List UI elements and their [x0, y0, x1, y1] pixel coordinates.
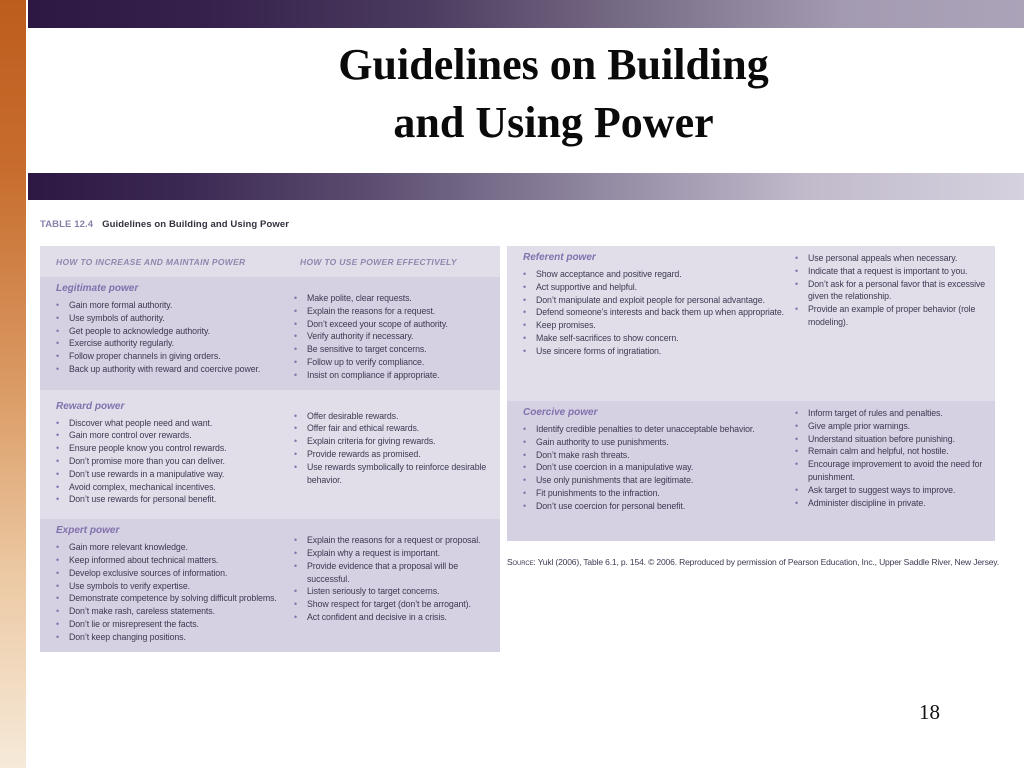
bullet-icon: •: [294, 293, 297, 303]
bullet-item: [294, 585, 494, 598]
bullet-text: Explain why a request is important.: [307, 547, 440, 558]
bullet-icon: •: [795, 408, 798, 418]
reward-increase-list: [56, 417, 294, 507]
bullet-icon: •: [56, 494, 59, 505]
bullet-icon: •: [294, 560, 297, 571]
bullet-icon: •: [294, 547, 297, 558]
bullet-item: [523, 281, 795, 294]
section-legitimate-power: [40, 277, 500, 390]
coercive-increase-list: [523, 423, 795, 513]
bullet-item: [294, 611, 494, 624]
bullet-text: Avoid complex, mechanical incentives.: [69, 481, 216, 492]
bullet-icon: •: [523, 449, 526, 460]
bullet-text: Fit punishments to the infraction.: [536, 487, 660, 498]
bullet-icon: •: [294, 461, 297, 472]
bullet-icon: •: [56, 593, 59, 604]
bullet-text: Explain criteria for giving rewards.: [307, 436, 436, 447]
bullet-item: [294, 461, 494, 487]
bullet-text: Offer fair and ethical rewards.: [307, 423, 420, 434]
top-gradient-bar: [28, 0, 1024, 28]
bullet-text: Use rewards symbolically to reinforce desirable behavior.: [307, 461, 487, 485]
bullet-text: Act confident and decisive in a crisis.: [307, 611, 447, 622]
bullet-icon: •: [294, 410, 297, 421]
bullet-item: [56, 312, 294, 325]
section-title-referent: Referent power: [523, 252, 596, 263]
bullet-item: [523, 423, 795, 436]
bullet-text: Provide rewards as promised.: [307, 448, 421, 459]
bullet-icon: •: [56, 351, 59, 362]
bullet-text: Don’t promise more than you can deliver.: [69, 455, 225, 466]
bullet-item: [523, 449, 795, 462]
bullet-icon: •: [56, 542, 59, 553]
bullet-item: [56, 618, 294, 631]
bullet-item: [795, 433, 987, 446]
bullet-text: Remain calm and helpful, not hostile.: [808, 446, 949, 457]
referent-increase-column: [523, 252, 795, 388]
bullet-item: [56, 580, 294, 593]
source-text: Yukl (2006), Table 6.1, p. 154. © 2006. Reproduced by permission of Pearson Education, Inc., Upper Saddle River, New Jersey.: [537, 557, 999, 567]
bullet-icon: •: [56, 567, 59, 578]
bullet-text: Follow proper channels in giving orders.: [69, 351, 221, 362]
bullet-icon: •: [56, 430, 59, 441]
bullet-item: [294, 448, 494, 461]
table-number-label: TABLE 12.4: [40, 219, 94, 230]
bullet-icon: •: [523, 269, 526, 279]
bullet-item: [56, 592, 294, 605]
bullet-text: Listen seriously to target concerns.: [307, 586, 440, 597]
bullet-icon: •: [56, 618, 59, 629]
bullet-text: Keep promises.: [536, 320, 596, 331]
bullet-icon: •: [795, 433, 798, 444]
bullet-item: [795, 458, 987, 484]
bullet-text: Back up authority with reward and coercive power.: [69, 363, 261, 374]
section-title-coercive: Coercive power: [523, 407, 598, 418]
bullet-text: Use sincere forms of ingratiation.: [536, 345, 662, 356]
section-expert-power: [40, 519, 500, 651]
bullet-text: Don’t exceed your scope of authority.: [307, 318, 448, 329]
bullet-icon: •: [523, 475, 526, 486]
bullet-item: [795, 407, 987, 420]
bullet-text: Understand situation before punishing.: [808, 433, 955, 444]
title-underline-gradient-bar: [28, 173, 1024, 200]
bullet-item: [523, 436, 795, 449]
bullet-text: Administer discipline in private.: [808, 497, 926, 508]
bullet-item: [523, 461, 795, 474]
bullet-text: Offer desirable rewards.: [307, 410, 399, 421]
section-title-expert: Expert power: [56, 525, 120, 537]
bullet-item: [56, 417, 294, 430]
section-coercive-power: [507, 401, 995, 541]
bullet-icon: •: [523, 487, 526, 498]
bullet-item: [294, 343, 494, 356]
bullet-text: Don’t make rash threats.: [536, 449, 630, 460]
bullet-item: [795, 303, 987, 329]
table-right-panel: [507, 246, 995, 541]
bullet-text: Gain more control over rewards.: [69, 430, 192, 441]
bullet-icon: •: [294, 586, 297, 597]
table-left-panel: [40, 246, 500, 652]
bullet-icon: •: [56, 363, 59, 374]
expert-increase-column: [56, 525, 294, 643]
bullet-icon: •: [294, 436, 297, 447]
bullet-icon: •: [795, 278, 798, 289]
table-title: Guidelines on Building and Using Power: [102, 219, 290, 230]
bullet-icon: •: [294, 356, 297, 367]
bullet-item: [523, 500, 795, 513]
column-header-increase: HOW TO INCREASE AND MAINTAIN POWER: [56, 256, 246, 267]
section-referent-power: [507, 246, 995, 396]
section-reward-power: [40, 395, 500, 515]
bullet-icon: •: [294, 423, 297, 434]
bullet-icon: •: [56, 580, 59, 591]
bullet-item: [795, 278, 987, 304]
coercive-use-column: [795, 407, 989, 533]
bullet-item: [56, 363, 294, 376]
bullet-item: [294, 305, 494, 318]
bullet-text: Don’t keep changing positions.: [69, 631, 186, 642]
bullet-item: [523, 319, 795, 332]
bullet-text: Show respect for target (don’t be arrogant).: [307, 599, 471, 610]
bullet-icon: •: [294, 305, 297, 316]
column-header-use: HOW TO USE POWER EFFECTIVELY: [300, 256, 457, 267]
bullet-item: [294, 547, 494, 560]
legitimate-increase-column: [56, 283, 294, 382]
bullet-text: Ask target to suggest ways to improve.: [808, 484, 956, 495]
bullet-icon: •: [795, 265, 798, 276]
bullet-icon: •: [294, 318, 297, 329]
bullet-text: Encourage improvement to avoid the need for punishment.: [808, 459, 983, 482]
bullet-icon: •: [56, 338, 59, 349]
bullet-icon: •: [56, 554, 59, 565]
bullet-text: Don’t lie or misrepresent the facts.: [69, 618, 199, 629]
bullet-icon: •: [523, 436, 526, 447]
table-caption-row: [40, 219, 289, 230]
referent-use-list: [795, 252, 987, 329]
bullet-item: [56, 299, 294, 312]
bullet-icon: •: [56, 481, 59, 492]
bullet-text: Insist on compliance if appropriate.: [307, 369, 440, 380]
bullet-text: Ensure people know you control rewards.: [69, 443, 227, 454]
bullet-item: [795, 484, 987, 497]
bullet-icon: •: [523, 462, 526, 473]
legitimate-use-list: [294, 292, 494, 382]
bullet-text: Discover what people need and want.: [69, 417, 213, 428]
reward-increase-column: [56, 401, 294, 507]
bullet-text: Don’t use coercion for personal benefit.: [536, 500, 686, 511]
slide-title-line2: and Using Power: [393, 98, 714, 147]
bullet-text: Use personal appeals when necessary.: [808, 253, 958, 263]
bullet-text: Provide evidence that a proposal will be successful.: [307, 560, 459, 584]
bullet-item: [294, 598, 494, 611]
bullet-icon: •: [56, 631, 59, 642]
bullet-text: Gain authority to use punishments.: [536, 436, 669, 447]
bullet-icon: •: [56, 468, 59, 479]
bullet-item: [56, 468, 294, 481]
bullet-item: [56, 442, 294, 455]
left-accent-bar: [0, 0, 26, 768]
bullet-item: [795, 497, 987, 510]
bullet-text: Don’t use rewards in a manipulative way.: [69, 468, 225, 479]
bullet-item: [294, 292, 494, 305]
bullet-text: Use only punishments that are legitimate.: [536, 475, 694, 486]
bullet-text: Don’t use coercion in a manipulative way.: [536, 462, 694, 473]
bullet-text: Gain more relevant knowledge.: [69, 542, 188, 553]
bullet-text: Explain the reasons for a request or proposal.: [307, 535, 481, 546]
bullet-item: [523, 332, 795, 345]
bullet-item: [56, 631, 294, 644]
bullet-item: [294, 330, 494, 343]
bullet-text: Exercise authority regularly.: [69, 338, 174, 349]
bullet-text: Gain more formal authority.: [69, 300, 173, 310]
bullet-icon: •: [56, 312, 59, 323]
expert-use-column: [294, 525, 494, 643]
bullet-icon: •: [523, 500, 526, 511]
section-title-legitimate: Legitimate power: [56, 283, 139, 294]
bullet-text: Give ample prior warnings.: [808, 420, 911, 431]
bullet-text: Make self-sacrifices to show concern.: [536, 332, 679, 343]
reward-use-column: [294, 401, 494, 507]
bullet-icon: •: [795, 253, 798, 263]
bullet-text: Explain the reasons for a request.: [307, 305, 436, 316]
bullet-icon: •: [523, 332, 526, 343]
expert-use-list: [294, 534, 494, 624]
bullet-text: Inform target of rules and penalties.: [808, 408, 943, 418]
bullet-icon: •: [795, 446, 798, 457]
bullet-item: [56, 325, 294, 338]
bullet-item: [523, 487, 795, 500]
bullet-icon: •: [294, 599, 297, 610]
bullet-text: Be sensitive to target concerns.: [307, 344, 427, 355]
bullet-item: [56, 567, 294, 580]
bullet-text: Provide an example of proper behavior (role modeling).: [808, 304, 976, 327]
bullet-item: [56, 429, 294, 442]
bullet-item: [294, 356, 494, 369]
bullet-icon: •: [795, 459, 798, 470]
bullet-icon: •: [795, 304, 798, 315]
bullet-text: Don’t manipulate and exploit people for personal advantage.: [536, 294, 765, 305]
bullet-icon: •: [294, 611, 297, 622]
bullet-text: Don’t use rewards for personal benefit.: [69, 494, 217, 505]
bullet-item: [523, 474, 795, 487]
bullet-item: [294, 369, 494, 382]
bullet-text: Keep informed about technical matters.: [69, 554, 219, 565]
bullet-item: [56, 350, 294, 363]
bullet-text: Get people to acknowledge authority.: [69, 325, 210, 336]
bullet-item: [294, 435, 494, 448]
bullet-icon: •: [523, 424, 526, 434]
bullet-item: [294, 422, 494, 435]
bullet-text: Develop exclusive sources of information.: [69, 567, 228, 578]
legitimate-increase-list: [56, 299, 294, 376]
bullet-icon: •: [56, 300, 59, 310]
expert-increase-list: [56, 541, 294, 643]
bullet-text: Show acceptance and positive regard.: [536, 269, 682, 279]
page-number: 18: [919, 700, 940, 724]
bullet-item: [56, 605, 294, 618]
bullet-icon: •: [523, 345, 526, 356]
bullet-icon: •: [56, 325, 59, 336]
bullet-icon: •: [56, 606, 59, 617]
bullet-item: [294, 534, 494, 547]
bullet-icon: •: [294, 331, 297, 342]
bullet-item: [795, 265, 987, 278]
bullet-icon: •: [294, 344, 297, 355]
bullet-item: [294, 318, 494, 331]
bullet-text: Identify credible penalties to deter unacceptable behavior.: [536, 424, 755, 434]
bullet-icon: •: [523, 281, 526, 292]
source-label: Source:: [507, 557, 536, 567]
bullet-icon: •: [56, 417, 59, 428]
bullet-text: Follow up to verify compliance.: [307, 356, 425, 367]
bullet-text: Defend someone’s interests and back them up when appropriate.: [536, 307, 785, 318]
bullet-item: [56, 554, 294, 567]
bullet-item: [56, 455, 294, 468]
bullet-item: [56, 337, 294, 350]
bullet-icon: •: [795, 484, 798, 495]
bullet-text: Verify authority if necessary.: [307, 331, 414, 342]
bullet-text: Don’t ask for a personal favor that is excessive given the relationship.: [808, 278, 986, 302]
source-citation: [507, 557, 1007, 567]
referent-increase-list: [523, 268, 795, 358]
column-header-row: [40, 246, 500, 277]
section-title-reward: Reward power: [56, 400, 125, 412]
bullet-icon: •: [523, 320, 526, 331]
bullet-icon: •: [523, 307, 526, 318]
bullet-icon: •: [294, 369, 297, 380]
bullet-icon: •: [523, 294, 526, 305]
bullet-text: Use symbols of authority.: [69, 312, 165, 323]
bullet-text: Act supportive and helpful.: [536, 281, 637, 292]
bullet-text: Demonstrate competence by solving difficult problems.: [69, 593, 277, 604]
bullet-item: [294, 410, 494, 423]
coercive-use-list: [795, 407, 987, 509]
bullet-icon: •: [795, 497, 798, 508]
bullet-item: [56, 541, 294, 554]
coercive-increase-column: [523, 407, 795, 533]
slide-title-line1: Guidelines on Building: [338, 40, 769, 89]
slide-title: [28, 36, 1024, 152]
bullet-item: [795, 252, 987, 265]
legitimate-use-column: [294, 283, 494, 382]
bullet-text: Make polite, clear requests.: [307, 293, 412, 303]
referent-use-column: [795, 252, 989, 388]
bullet-item: [56, 493, 294, 506]
bullet-item: [795, 445, 987, 458]
bullet-item: [294, 560, 494, 586]
bullet-text: Don’t make rash, careless statements.: [69, 606, 215, 617]
bullet-item: [523, 345, 795, 358]
bullet-icon: •: [56, 443, 59, 454]
bullet-icon: •: [56, 455, 59, 466]
bullet-text: Use symbols to verify expertise.: [69, 580, 190, 591]
bullet-item: [56, 481, 294, 494]
bullet-item: [795, 420, 987, 433]
bullet-icon: •: [795, 420, 798, 431]
bullet-icon: •: [294, 448, 297, 459]
bullet-item: [523, 294, 795, 307]
reward-use-list: [294, 410, 494, 487]
bullet-text: Indicate that a request is important to you.: [808, 265, 968, 276]
bullet-item: [523, 306, 795, 319]
bullet-item: [523, 268, 795, 281]
bullet-icon: •: [294, 535, 297, 546]
